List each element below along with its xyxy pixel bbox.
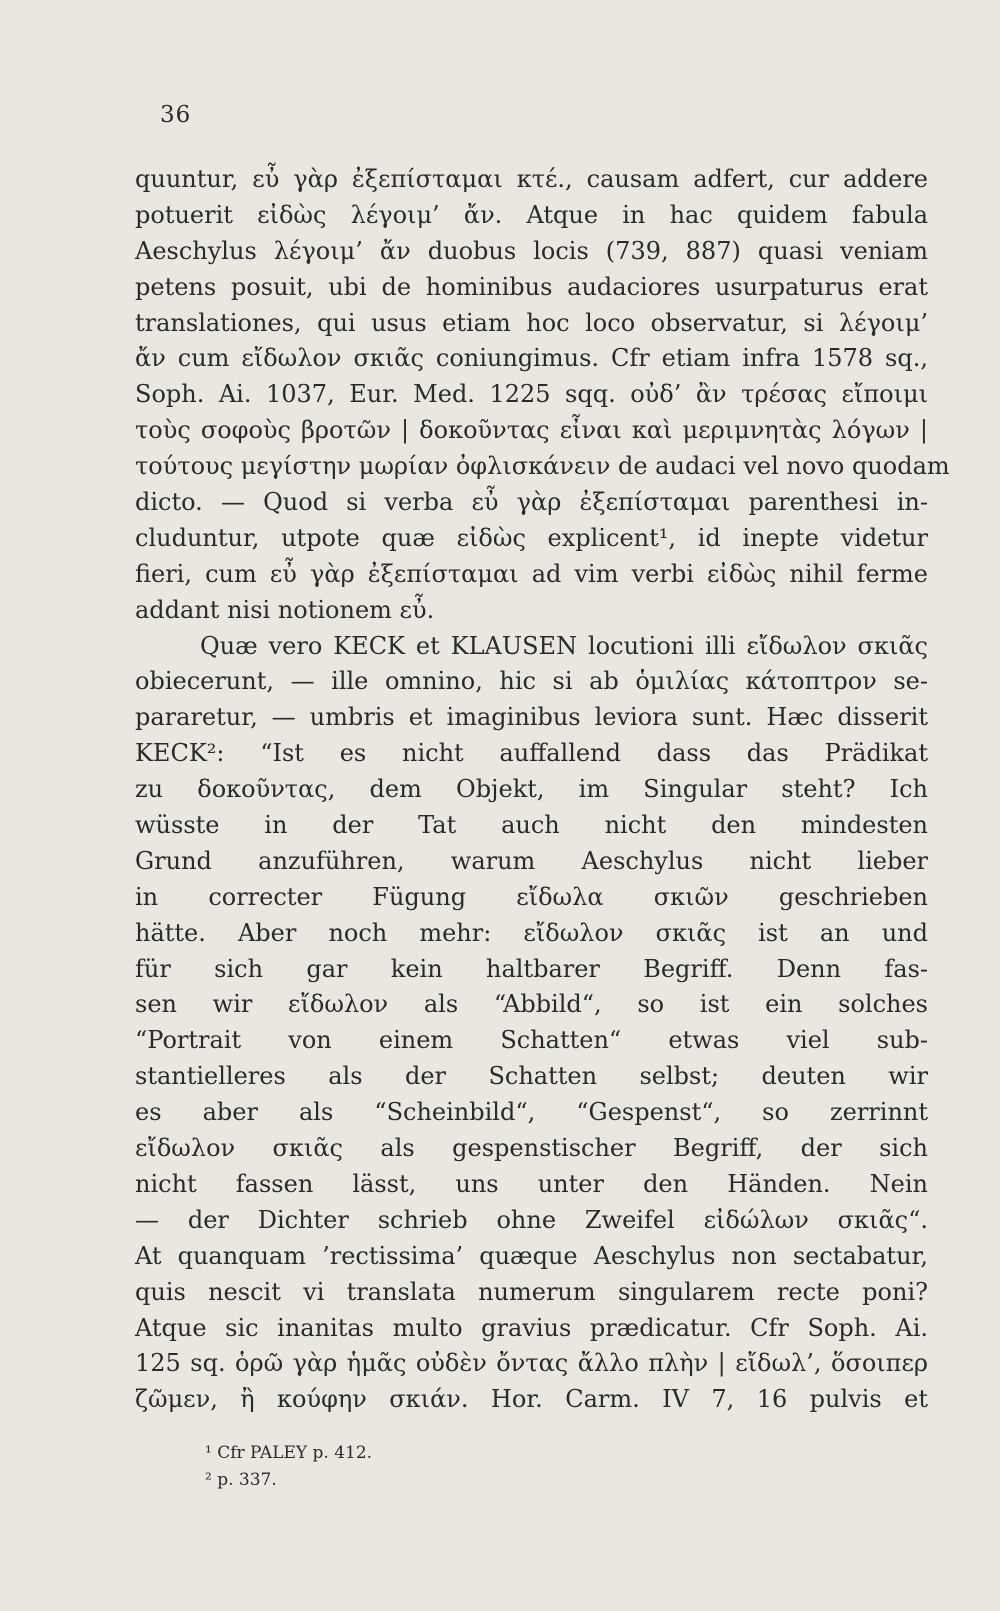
- text-line: Soph. Ai. 1037, Eur. Med. 1225 sqq. οὐδ’ ἂν τρέσας εἴποιμι: [135, 380, 928, 409]
- paragraph-end-line: addant nisi notionem εὖ.: [135, 595, 435, 624]
- text-line: quis nescit vi translata numerum singularem recte poni?: [135, 1277, 928, 1306]
- text-line: τούτους μεγίστην μωρίαν ὀφλισκάνειν de audaci vel novo quodam: [135, 452, 950, 481]
- text-line: εἴδωλον σκιᾶς als gespenstischer Begriff, der sich: [135, 1134, 928, 1163]
- text-line: petens posuit, ubi de hominibus audaciores usurpaturus erat: [135, 272, 928, 301]
- text-line: sen wir εἴδωλον als “Abbild“, so ist ein solches: [135, 990, 928, 1019]
- text-line: nicht fassen lässt, uns unter den Händen. Nein: [135, 1169, 928, 1198]
- text-line: zu δοκοῦντας, dem Objekt, im Singular steht? Ich: [135, 775, 928, 804]
- paragraph-start-line: Quæ vero KECK et KLAUSEN locutioni illi εἴδωλον σκιᾶς: [200, 631, 928, 660]
- text-line: für sich gar kein haltbarer Begriff. Denn fas-: [135, 954, 928, 983]
- footnote: ¹ Cfr PALEY p. 412.: [205, 1443, 373, 1463]
- footnotes: [205, 1440, 372, 1494]
- text-line: fieri, cum εὖ γὰρ ἐξεπίσταμαι ad vim verbi εἰδὼς nihil ferme: [135, 559, 928, 588]
- text-line: quuntur, εὖ γὰρ ἐξεπίσταμαι κτέ., causam adfert, cur addere: [135, 165, 928, 193]
- text-line: wüsste in der Tat auch nicht den mindesten: [135, 811, 928, 840]
- text-line: ζῶμεν, ἢ κούφην σκιάν. Hor. Carm. IV 7, 16 pulvis et: [135, 1385, 928, 1414]
- footnote: ² p. 337.: [205, 1470, 277, 1490]
- text-line: in correcter Fügung εἴδωλα σκιῶν geschrieben: [135, 882, 928, 911]
- text-line: pararetur, — umbris et imaginibus leviora sunt. Hæc disserit: [135, 703, 928, 732]
- text-line: Grund anzuführen, warum Aeschylus nicht lieber: [135, 846, 928, 875]
- text-line: stantielleres als der Schatten selbst; deuten wir: [135, 1062, 928, 1091]
- body-text: [135, 162, 950, 1418]
- text-line: τοὺς σοφοὺς βροτῶν | δοκοῦντας εἶναι καὶ μεριμνητὰς λόγων |: [135, 416, 928, 445]
- text-line: KECK²: “Ist es nicht auffallend dass das Prädikat: [135, 739, 928, 768]
- page-number: 36: [160, 102, 192, 128]
- text-line: ἄν cum εἴδωλον σκιᾶς coniungimus. Cfr etiam infra 1578 sq.,: [135, 344, 928, 373]
- text-line: dicto. — Quod si verba εὖ γὰρ ἐξεπίσταμαι parenthesi in-: [135, 488, 928, 517]
- text-line: cluduntur, utpote quæ εἰδὼς explicent¹, id inepte videtur: [135, 523, 928, 552]
- text-line: 125 sq. ὁρῶ γὰρ ἡμᾶς οὐδὲν ὄντας ἄλλο πλὴν | εἴδωλ’, ὅσοιπερ: [135, 1349, 928, 1378]
- text-line: obiecerunt, — ille omnino, hic si ab ὁμιλίας κάτοπτρον se-: [135, 667, 928, 696]
- text-line: potuerit εἰδὼς λέγοιμ’ ἄν. Atque in hac quidem fabula: [135, 200, 928, 229]
- text-line: “Portrait von einem Schatten“ etwas viel sub-: [135, 1026, 928, 1055]
- text-line: — der Dichter schrieb ohne Zweifel εἰδώλων σκιᾶς“.: [135, 1205, 928, 1234]
- text-line: hätte. Aber noch mehr: εἴδωλον σκιᾶς ist an und: [135, 918, 928, 947]
- text-line: es aber als “Scheinbild“, “Gespenst“, so zerrinnt: [135, 1098, 928, 1127]
- text-line: Atque sic inanitas multo gravius prædicatur. Cfr Soph. Ai.: [135, 1313, 928, 1342]
- text-line: Aeschylus λέγοιμ’ ἄν duobus locis (739, 887) quasi veniam: [135, 236, 928, 265]
- text-line: At quanquam ’rectissima’ quæque Aeschylus non sectabatur,: [135, 1241, 928, 1270]
- text-line: translationes, qui usus etiam hoc loco observatur, si λέγοιμ’: [135, 308, 928, 337]
